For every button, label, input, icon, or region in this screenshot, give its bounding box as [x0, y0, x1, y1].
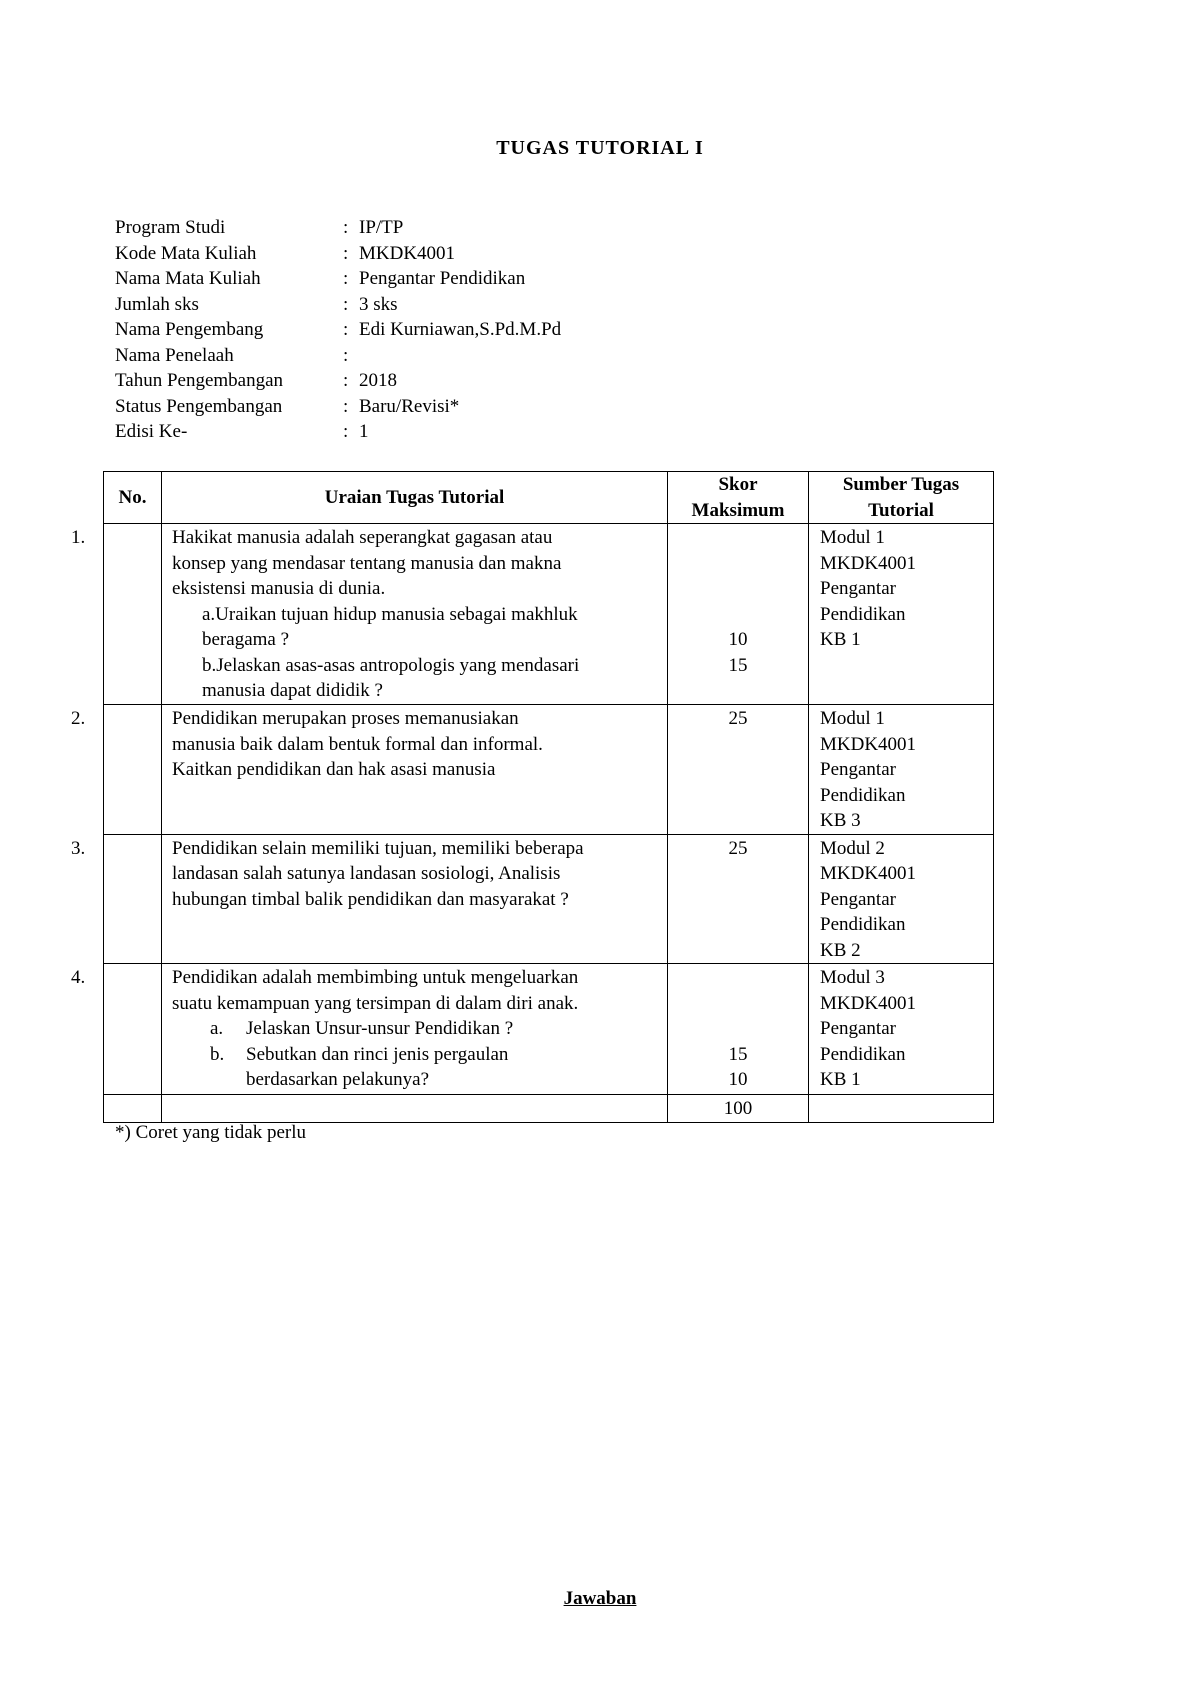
header-score: [668, 472, 809, 524]
info-label: Nama Penelaah: [115, 344, 234, 366]
table-row: [104, 705, 994, 835]
sub-question-letter: a.: [210, 1018, 224, 1039]
row-number: 4.: [71, 967, 86, 988]
source-line: Pengantar: [820, 888, 896, 910]
total-empty-cell: [809, 1095, 994, 1123]
row-number-cell: [71, 705, 162, 835]
desc-line: Pendidikan merupakan proses memanusiakan: [172, 708, 519, 729]
table-row: [104, 834, 994, 964]
score-value: 15: [728, 654, 748, 676]
info-label: Nama Pengembang: [115, 319, 264, 340]
desc-line: Kaitkan pendidikan dan hak asasi manusia: [172, 759, 496, 780]
info-row: [115, 368, 561, 394]
source-line: MKDK4001: [820, 863, 917, 884]
score-line: [668, 525, 808, 551]
info-value: Edi Kurniawan,S.Pd.M.Pd: [359, 319, 562, 340]
score-line: [668, 551, 808, 577]
desc-line: beragama ?: [202, 629, 290, 650]
info-value: 1: [359, 421, 369, 442]
header-score-line: Maksimum: [691, 499, 785, 521]
desc-line: konsep yang mendasar tentang manusia dan makna: [172, 552, 562, 574]
header-score-line: Skor: [718, 474, 758, 495]
info-value: Pengantar Pendidikan: [359, 268, 526, 289]
source-line: Modul 1: [820, 708, 885, 729]
desc-line: Pendidikan selain memiliki tujuan, memiliki beberapa: [172, 837, 584, 859]
source-line: MKDK4001: [820, 992, 917, 1014]
info-value: MKDK4001: [359, 242, 456, 264]
total-row: [104, 1095, 994, 1123]
info-label: Program Studi: [115, 217, 226, 238]
info-label: Nama Mata Kuliah: [115, 268, 261, 289]
desc-line: landasan salah satunya landasan sosiologi, Analisis: [172, 863, 561, 884]
info-row: [115, 343, 561, 369]
source-line: Pendidikan: [820, 914, 906, 935]
sub-question: [172, 1042, 661, 1093]
header-no: No.: [104, 472, 162, 524]
footnote: *) Coret yang tidak perlu: [115, 1122, 307, 1143]
info-separator: :: [343, 395, 349, 417]
source-line: Pendidikan: [820, 603, 906, 625]
score-value: 25: [728, 708, 748, 729]
info-label: Tahun Pengembangan: [115, 370, 284, 391]
info-value: Baru/Revisi*: [359, 395, 460, 417]
total-score: 100: [668, 1095, 809, 1123]
table-row: [104, 964, 994, 1095]
row-number: 3.: [71, 837, 86, 859]
desc-line: Pendidikan adalah membimbing untuk mengeluarkan: [172, 967, 579, 988]
score-cell: [668, 964, 809, 1095]
row-number-cell: [71, 834, 162, 964]
desc-line: b.Jelaskan asas-asas antropologis yang mendasari: [202, 654, 580, 676]
desc-line: suatu kemampuan yang tersimpan di dalam diri anak.: [172, 992, 579, 1014]
desc-line: manusia dapat dididik ?: [202, 680, 383, 701]
score-line: [668, 991, 808, 1017]
info-row: [115, 317, 561, 343]
source-cell: [809, 834, 994, 964]
info-value: IP/TP: [359, 217, 404, 238]
info-separator: :: [343, 421, 349, 442]
score-cell: [668, 524, 809, 705]
info-separator: :: [343, 217, 349, 238]
score-line: [668, 1016, 808, 1042]
row-number: 1.: [71, 527, 86, 548]
score-line: [668, 602, 808, 628]
header-source-line: Sumber Tugas: [842, 474, 960, 495]
source-line: Pendidikan: [820, 1043, 906, 1065]
desc-line: Sebutkan dan rinci jenis pergaulan: [246, 1043, 509, 1065]
info-row: [115, 266, 561, 292]
source-line: MKDK4001: [820, 552, 917, 574]
header-description: Uraian Tugas Tutorial: [162, 472, 668, 524]
row-number-cell: [71, 964, 162, 1095]
desc-line: Hakikat manusia adalah seperangkat gagasan atau: [172, 527, 553, 548]
source-line: Modul 3: [820, 967, 885, 988]
desc-line: hubungan timbal balik pendidikan dan masyarakat ?: [172, 888, 569, 910]
sub-question: [172, 602, 661, 653]
info-label: Edisi Ke-: [115, 421, 188, 442]
score-cell: [668, 834, 809, 964]
source-line: Pengantar: [820, 759, 896, 780]
sub-question: [172, 653, 661, 704]
info-separator: :: [343, 293, 349, 315]
info-label: Kode Mata Kuliah: [115, 242, 257, 264]
info-row: [115, 215, 561, 241]
info-value: 2018: [359, 370, 397, 391]
info-separator: :: [343, 344, 349, 366]
source-line: KB 1: [820, 1069, 861, 1090]
source-line: KB 1: [820, 629, 861, 650]
table-row: [104, 524, 994, 705]
tutorial-task-table: [71, 471, 994, 1123]
source-cell: [809, 964, 994, 1095]
header-source-line: Tutorial: [868, 499, 934, 521]
row-number-cell: [71, 524, 162, 705]
source-line: Modul 2: [820, 837, 885, 859]
source-line: KB 2: [820, 939, 861, 961]
source-line: KB 3: [820, 810, 861, 831]
task-description: [162, 705, 668, 835]
score-line: [668, 576, 808, 602]
desc-line: eksistensi manusia di dunia.: [172, 578, 386, 599]
total-empty-cell: [162, 1095, 668, 1123]
source-line: Modul 1: [820, 527, 885, 548]
header-source: [809, 472, 994, 524]
table-header-row: [104, 472, 994, 524]
score-value: 25: [728, 837, 748, 859]
score-cell: [668, 705, 809, 835]
task-description: [162, 524, 668, 705]
info-value: 3 sks: [359, 293, 398, 315]
desc-line: Jelaskan Unsur-unsur Pendidikan ?: [246, 1018, 514, 1039]
info-row: [115, 394, 561, 420]
row-number: 2.: [71, 708, 86, 729]
score-value: 10: [728, 629, 748, 650]
desc-line: manusia baik dalam bentuk formal dan informal.: [172, 733, 543, 755]
total-empty-cell: [104, 1095, 162, 1123]
task-description: [162, 964, 668, 1095]
score-value: 15: [728, 1043, 748, 1065]
source-line: Pendidikan: [820, 784, 906, 806]
info-separator: :: [343, 242, 349, 264]
task-description: [162, 834, 668, 964]
score-line: [668, 965, 808, 991]
info-row: [115, 419, 561, 445]
source-line: MKDK4001: [820, 733, 917, 755]
info-row: [115, 292, 561, 318]
answer-heading: Jawaban: [563, 1588, 637, 1609]
score-value: 10: [728, 1069, 748, 1090]
info-separator: :: [343, 268, 349, 289]
info-label: Status Pengembangan: [115, 395, 283, 417]
source-cell: [809, 705, 994, 835]
info-row: [115, 241, 561, 267]
desc-line: a.Uraikan tujuan hidup manusia sebagai makhluk: [202, 603, 578, 625]
desc-line: berdasarkan pelakunya?: [246, 1069, 430, 1090]
sub-question: [172, 1016, 661, 1042]
source-cell: [809, 524, 994, 705]
source-line: Pengantar: [820, 578, 896, 599]
info-label: Jumlah sks: [115, 293, 199, 315]
source-line: Pengantar: [820, 1018, 896, 1039]
info-separator: :: [343, 319, 349, 340]
info-separator: :: [343, 370, 349, 391]
sub-question-letter: b.: [210, 1043, 225, 1065]
document-title: TUGAS TUTORIAL I: [496, 137, 704, 159]
course-info: [115, 215, 561, 445]
